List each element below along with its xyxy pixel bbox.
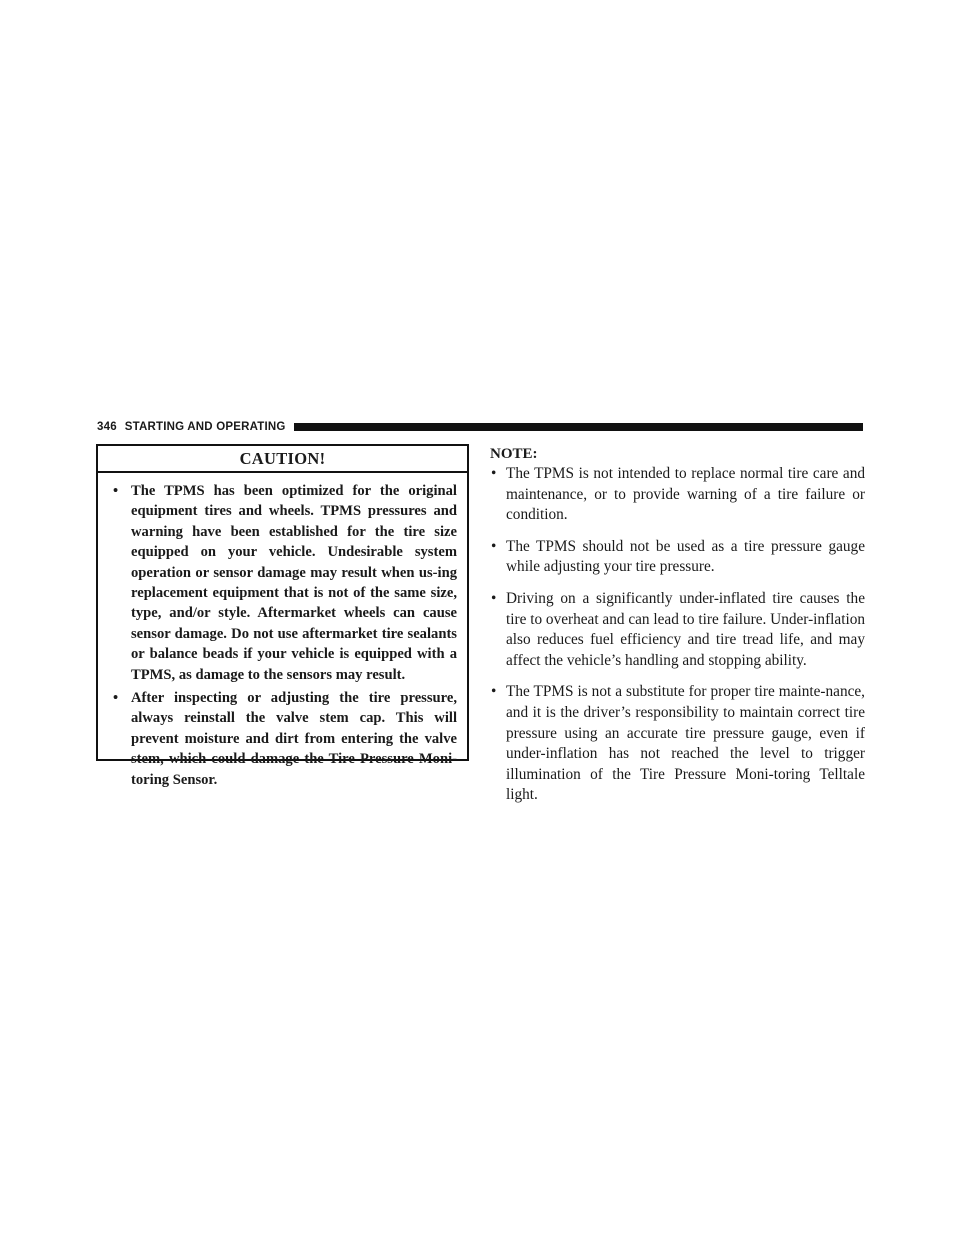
page-number: 346 — [97, 421, 117, 433]
caution-item — [108, 481, 457, 685]
page-header — [97, 420, 863, 434]
bullet-icon: • — [491, 465, 497, 482]
header-rule — [294, 423, 863, 431]
caution-item-text: After inspecting or adjusting the tire pressure, always reinstall the valve stem cap. This will prevent moisture and dirt from entering the valve stem, which could damage the Tire Pressure Moni-toring Sensor. — [131, 690, 457, 788]
section-title: STARTING AND OPERATING — [124, 421, 286, 433]
caution-box — [96, 444, 469, 788]
note-item-text: The TPMS is not intended to replace normal tire care and maintenance, or to provide warning of a tire failure or condition. — [506, 465, 865, 524]
note-label: NOTE: — [490, 446, 538, 462]
caution-list — [98, 473, 467, 790]
bullet-icon: • — [491, 589, 497, 607]
caution-item — [108, 688, 457, 790]
bullet-icon: • — [113, 690, 119, 707]
note-item-text: The TPMS is not a substitute for proper tire mainte-nance, and it is the driver’s responsibility to maintain correct tire pressure using an accurate tire pressure gauge, even if under-inflation has not reached the level to trigger illumination of the Tire Pressure Moni-toring Telltale light. — [506, 683, 865, 804]
bullet-icon: • — [491, 537, 497, 555]
note-item-text: Driving on a significantly under-inflated tire causes the tire to overheat and can lead to tire failure. Under-inflation also reduces fuel efficiency and tire tread life, and may affect the vehicle’s handling and stopping ability. — [506, 589, 866, 669]
note-item — [490, 537, 865, 578]
note-item — [490, 589, 865, 671]
caution-item-text: The TPMS has been optimized for the original equipment tires and wheels. TPMS pressures and warning have been established for the tire size equipped on your vehicle. Undesirable system operation or sensor damage may result when us-ing replacement equipment that is not of the same size, type, and/or style. Aftermarket wheels can cause sensor damage. Do not use aftermarket tire sealants or balance beads if your vehicle is equipped with a TPMS, as damage to the sensors may result. — [131, 483, 457, 683]
note-item — [490, 682, 865, 806]
caution-title: CAUTION! — [98, 446, 467, 473]
bullet-icon: • — [491, 683, 497, 701]
note-section — [490, 444, 865, 817]
note-list — [490, 464, 865, 806]
note-item — [490, 464, 865, 526]
bullet-icon: • — [113, 483, 119, 499]
note-item-text: The TPMS should not be used as a tire pressure gauge while adjusting your tire pressure. — [506, 537, 865, 576]
